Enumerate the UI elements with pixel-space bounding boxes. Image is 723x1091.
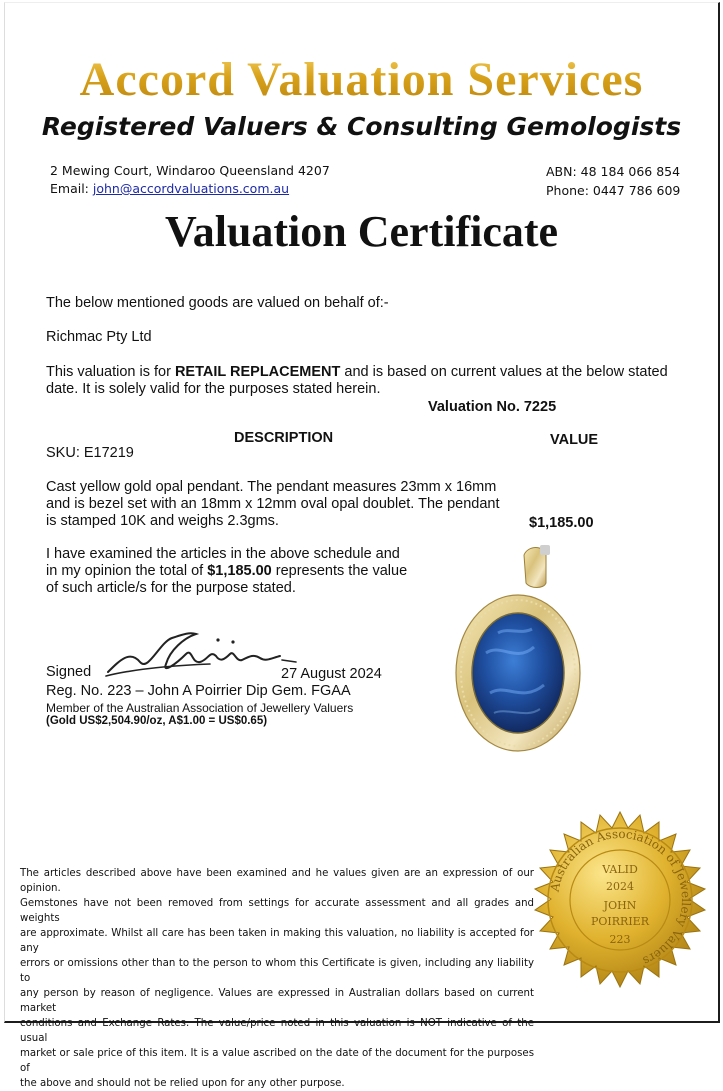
seal-number-text: 223 [609, 933, 631, 946]
purpose-suffix: and is based on current values at the below stated [340, 364, 668, 380]
statement-line: I have examined the articles in the above schedule and [46, 546, 400, 562]
abn-number: ABN: 48 184 066 854 [546, 164, 681, 179]
sku: SKU: E17219 [46, 445, 134, 461]
seal-valid-text: VALID [602, 863, 638, 876]
description-heading: DESCRIPTION [234, 430, 334, 446]
email-link[interactable]: john@accordvaluations.com.au [92, 181, 290, 196]
seal-surname-text: POIRRIER [591, 915, 649, 928]
item-value: $1,185.00 [529, 515, 594, 531]
disclaimer-line: Gemstones have not been removed from settings for accurate assessment and all grades and weights [20, 898, 534, 924]
registration-line: Reg. No. 223 – John A Poirrier Dip Gem. FGAA [46, 683, 351, 699]
disclaimer [20, 866, 534, 1091]
disclaimer-line: The articles described above have been examined and he values given are an expression of our opinion. [20, 868, 534, 894]
value-heading: VALUE [550, 432, 599, 448]
signature-date: 27 August 2024 [281, 666, 382, 682]
company-tagline: Registered Valuers & Consulting Gemologists [41, 112, 682, 141]
email-line [50, 181, 289, 196]
disclaimer-line: market or sale price of this item. It is a value ascribed on the date of the document for the purposes of [20, 1048, 534, 1074]
purpose-line-2: date. It is solely valid for the purposes stated herein. [46, 381, 381, 397]
phone-number: Phone: 0447 786 609 [546, 183, 681, 198]
item-line: and is bezel set with an 18mm x 12mm oval opal doublet. The pendant [46, 496, 500, 512]
company-name: Accord Valuation Services [0, 52, 723, 107]
disclaimer-line: any person by reason of negligence. Values are expressed in Australian dollars based on current market [20, 988, 534, 1014]
disclaimer-line: are approximate. Whilst all care has been taken in making this valuation, no liability is accepted for any [20, 928, 534, 954]
statement-line [46, 563, 407, 580]
membership-line: Member of the Australian Association of Jewellery Valuers [46, 701, 354, 715]
seal-year-text: 2024 [606, 880, 634, 893]
client-name: Richmac Pty Ltd [46, 329, 152, 345]
item-line: Cast yellow gold opal pendant. The pendant measures 23mm x 16mm [46, 479, 497, 495]
gold-rate-line: (Gold US$2,504.90/oz, A$1.00 = US$0.65) [46, 715, 268, 727]
disclaimer-line: errors or omissions other than to the person to whom this Certificate is given, including any liability to [20, 958, 534, 984]
purpose-emphasis: RETAIL REPLACEMENT [174, 364, 341, 380]
disclaimer-line: the above and should not be relied upon for any other purpose. [20, 1078, 345, 1089]
statement-line: of such article/s for the purpose stated. [46, 580, 296, 596]
email-label: Email: [50, 181, 89, 196]
certificate-title: Valuation Certificate [164, 207, 559, 256]
handwritten-signature [100, 620, 305, 682]
purpose-prefix: This valuation is for [46, 364, 175, 380]
address-line: 2 Mewing Court, Windaroo Queensland 4207 [50, 163, 330, 178]
intro-text: The below mentioned goods are valued on behalf of:- [46, 295, 389, 311]
valuation-number: Valuation No. 7225 [428, 399, 557, 415]
statement-suffix: represents the value [271, 563, 408, 579]
signed-label: Signed [46, 664, 92, 680]
item-line: is stamped 10K and weighs 2.3gms. [46, 513, 279, 529]
statement-amount: $1,185.00 [207, 563, 272, 579]
opal-pendant-photo [446, 543, 596, 753]
gold-seal [530, 810, 710, 990]
seal-name-text: JOHN [603, 899, 637, 912]
purpose-line-1 [46, 364, 686, 381]
seal-ring-text: Australian Association of Jewellery Valuers [547, 826, 694, 969]
disclaimer-line: conditions and Exchange Rates. The value/price noted in this valuation is NOT indicative of the usual [20, 1018, 534, 1044]
statement-prefix: in my opinion the total of [46, 563, 208, 579]
